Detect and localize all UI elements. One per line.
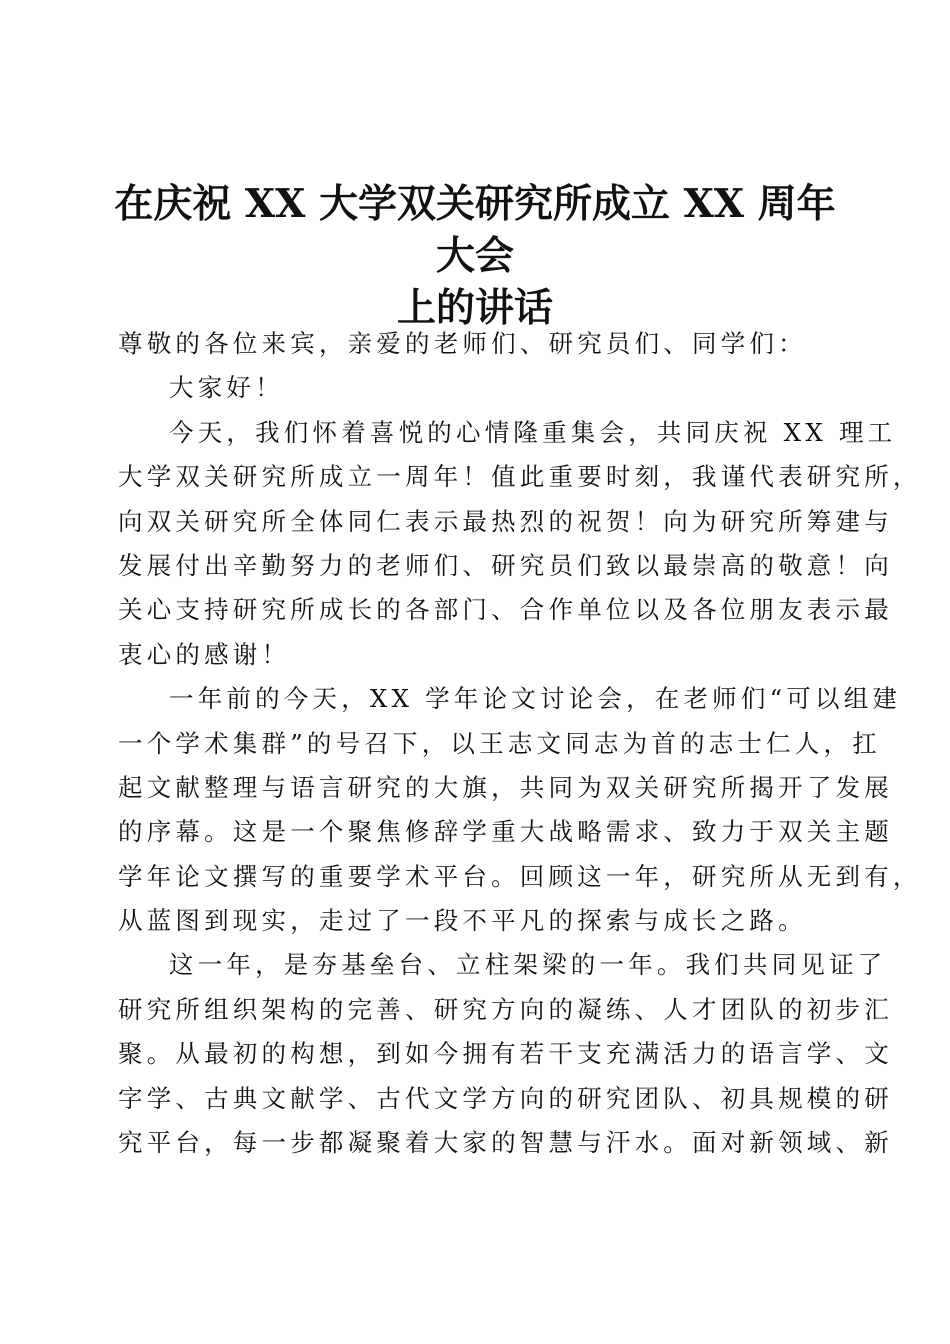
paragraph-line: 发展付出辛勤努力的老师们、研究员们致以最崇高的敬意！向 [118,550,893,580]
document-body [118,322,922,1165]
title-line: 在庆祝 XX 大学双关研究所成立 XX 周年大会 [114,181,836,279]
paragraph-line: 一个学术集群”的号召下，以王志文同志为首的志士仁人，扛 [118,728,881,758]
paragraph-line: 一年前的今天，XX 学年论文讨论会，在老师们“可以组建 [169,684,902,714]
paragraph-line: 从蓝图到现实，走过了一段不平凡的探索与成长之路。 [118,906,807,936]
paragraph-line: 究平台，每一步都凝聚着大家的智慧与汗水。面对新领域、新 [118,1128,893,1158]
paragraph-line: 聚。从最初的构想，到如今拥有若干支充满活力的语言学、文 [118,1039,893,1069]
paragraph-line: 学年论文撰写的重要学术平台。回顾这一年，研究所从无到有， [118,861,922,891]
paragraph-line: 的序幕。这是一个聚焦修辞学重大战略需求、致力于双关主题 [118,817,893,847]
paragraph-line: 这一年，是夯基垒台、立柱架梁的一年。我们共同见证了 [169,950,887,980]
paragraph-line: 大学双关研究所成立一周年！值此重要时刻，我谨代表研究所， [118,462,922,492]
paragraph [118,943,893,1165]
paragraph-line: 起文献整理与语言研究的大旗，共同为双关研究所揭开了发展 [118,772,893,802]
paragraph-line: 向双关研究所全体同仁表示最热烈的祝贺！向为研究所筹建与 [118,506,893,536]
title-line: 上的讲话 [396,285,553,331]
paragraph-line: 衷心的感谢！ [118,639,291,669]
paragraph [118,677,922,943]
paragraph-line: 关心支持研究所成长的各部门、合作单位以及各位朋友表示最 [118,595,893,625]
paragraph-line: 大家好！ [169,373,284,403]
paragraph [118,366,834,410]
paragraph-line: 字学、古典文献学、古代文学方向的研究团队、初具规模的研 [118,1083,893,1113]
paragraph [118,411,922,677]
paragraph-line: 今天，我们怀着喜悦的心情隆重集会，共同庆祝 XX 理工 [169,417,897,447]
document-title [100,178,850,334]
salutation: 尊敬的各位来宾，亲爱的老师们、研究员们、同学们： [118,329,807,358]
paragraph-line: 研究所组织架构的完善、研究方向的凝练、人才团队的初步汇 [118,994,893,1024]
